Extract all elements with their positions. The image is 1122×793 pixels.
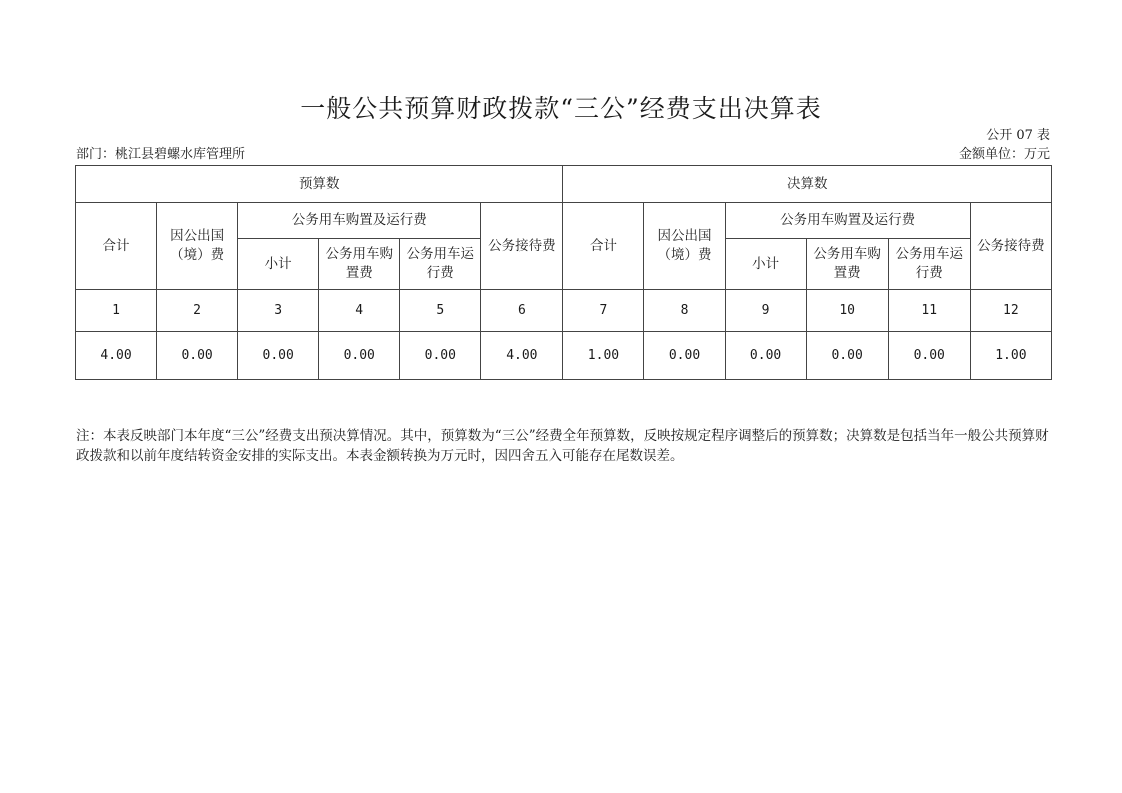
three-public-expenses-table: [75, 165, 1052, 380]
budget-total-value: 4.00: [76, 332, 157, 380]
final-vehicle-operation-value: 0.00: [888, 332, 970, 380]
column-number: 8: [644, 290, 725, 332]
page-title: 一般公共预算财政拨款“三公”经费支出决算表: [300, 94, 822, 123]
column-number: 1: [76, 290, 157, 332]
budget-abroad-header: 因公出国（境）费: [157, 203, 238, 290]
budget-vehicle-group-header: 公务用车购置及运行费: [238, 203, 481, 239]
budget-total-header: 合计: [76, 203, 157, 290]
department-label: 部门：桃江县碧螺水库管理所: [76, 147, 246, 162]
column-number: 10: [806, 290, 888, 332]
budget-abroad-value: 0.00: [157, 332, 238, 380]
budget-vehicle-purchase-value: 0.00: [319, 332, 400, 380]
column-number: 9: [725, 290, 806, 332]
budget-reception-value: 4.00: [481, 332, 563, 380]
budget-vehicle-operation-header: 公务用车运行费: [400, 239, 481, 290]
final-subtotal-header: 小计: [725, 239, 806, 290]
final-vehicle-operation-header: 公务用车运行费: [888, 239, 970, 290]
table-note: 注：本表反映部门本年度“三公”经费支出预决算情况。其中，预算数为“三公”经费全年预算数，反映按规定程序调整后的预算数；决算数是包括当年一般公共预算财政拨款和以前年度结转资金安排的实际支出。本表金额转换为万元时，因四舍五入可能存在尾数误差。: [76, 428, 1049, 464]
final-total-value: 1.00: [563, 332, 644, 380]
final-reception-header: 公务接待费: [970, 203, 1051, 290]
budget-subtotal-header: 小计: [238, 239, 319, 290]
final-reception-value: 1.00: [970, 332, 1051, 380]
final-group-header: 决算数: [563, 166, 1052, 203]
final-abroad-value: 0.00: [644, 332, 725, 380]
column-number: 2: [157, 290, 238, 332]
column-number: 12: [970, 290, 1051, 332]
column-number: 11: [888, 290, 970, 332]
column-number: 7: [563, 290, 644, 332]
budget-subtotal-value: 0.00: [238, 332, 319, 380]
final-vehicle-group-header: 公务用车购置及运行费: [725, 203, 970, 239]
column-number: 6: [481, 290, 563, 332]
column-number: 5: [400, 290, 481, 332]
final-total-header: 合计: [563, 203, 644, 290]
final-vehicle-purchase-value: 0.00: [806, 332, 888, 380]
column-number: 3: [238, 290, 319, 332]
form-number: 公开 07 表: [986, 128, 1050, 143]
column-number: 4: [319, 290, 400, 332]
budget-reception-header: 公务接待费: [481, 203, 563, 290]
final-abroad-header: 因公出国（境）费: [644, 203, 725, 290]
budget-group-header: 预算数: [76, 166, 563, 203]
final-vehicle-purchase-header: 公务用车购置费: [806, 239, 888, 290]
budget-vehicle-operation-value: 0.00: [400, 332, 481, 380]
amount-unit-label: 金额单位：万元: [958, 147, 1050, 162]
final-subtotal-value: 0.00: [725, 332, 806, 380]
budget-vehicle-purchase-header: 公务用车购置费: [319, 239, 400, 290]
